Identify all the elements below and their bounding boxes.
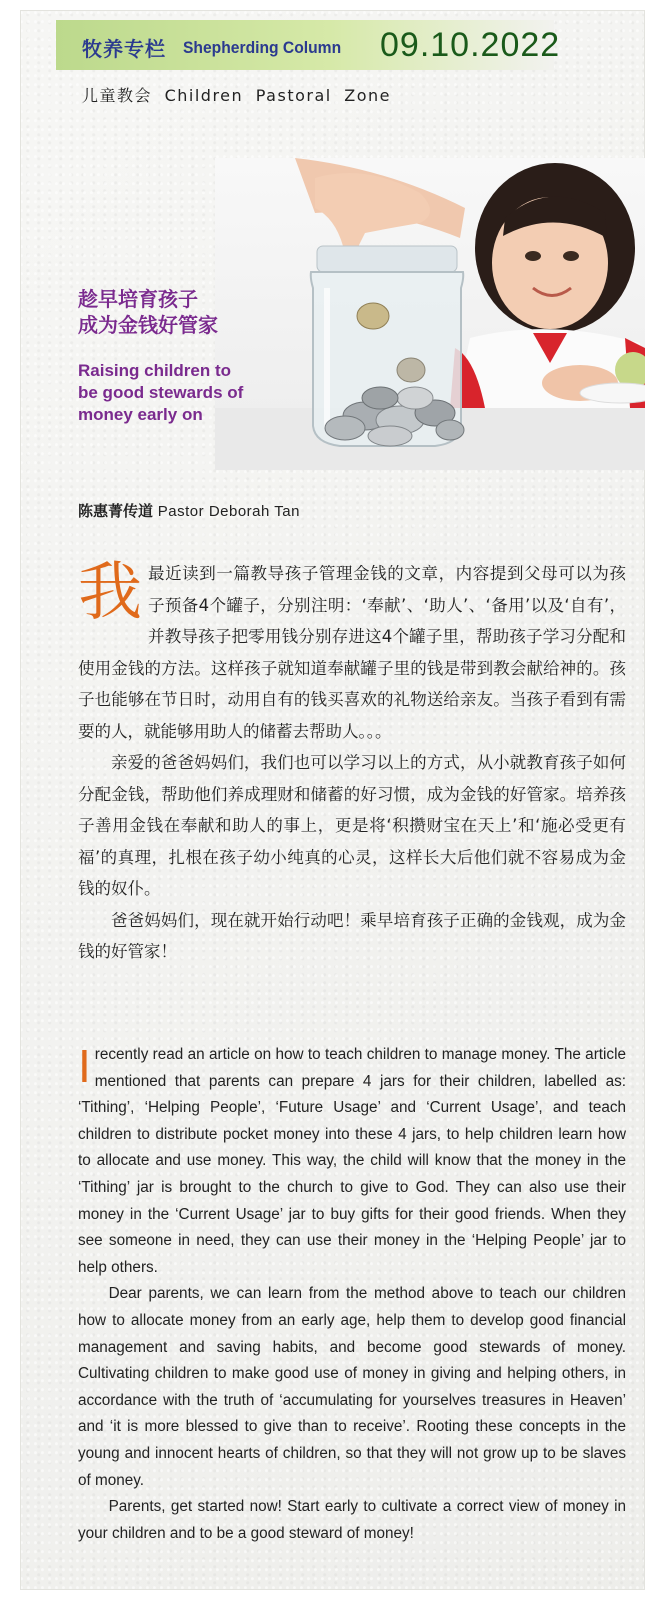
article-body-cn	[78, 558, 626, 968]
author-name-en: Pastor Deborah Tan	[157, 503, 300, 520]
paragraph: Parents, get started now! Start early to cultivate a correct view of money in your children and to be a good steward of money!	[78, 1498, 626, 1542]
hero-photo	[215, 158, 645, 470]
drop-cap: I	[78, 1040, 91, 1092]
title-cn-line: 成为金钱好管家	[78, 313, 218, 337]
paragraph-text: 最近读到一篇教导孩子管理金钱的文章，内容提到父母可以为孩子预备4个罐子，分别注明：‘奉献’、‘助人’、‘备用’以及‘自有’，并教导孩子把零用钱分别存进这4个罐子里，帮助孩子学习分配和使用金钱的方法。这样孩子就知道奉献罐子里的钱是带到教会献给神的。孩子也能够在节日时，动用自有的钱买喜欢的礼物送给亲友。当孩子看到有需要的人，就能够用助人的储蓄去帮助人。。。	[78, 564, 626, 741]
newsletter-page	[20, 10, 645, 1590]
paragraph: 爸爸妈妈们，现在就开始行动吧！乘早培育孩子正确的金钱观，成为金钱的好管家！	[78, 910, 626, 961]
paragraph: 亲爱的爸爸妈妈们，我们也可以学习以上的方式，从小就教育孩子如何分配金钱，帮助他们养成理财和储蓄的好习惯，成为金钱的好管家。培养孩子善用金钱在奉献和助人的事上，更是将‘积攒财宝在天上’和‘施必受更有福’的真理，扎根在孩子幼小纯真的心灵，这样长大后他们就不容易成为金钱的奴仆。	[78, 753, 626, 898]
issue-date: 09.10.2022	[380, 26, 561, 64]
paragraph-text: recently read an article on how to teach children to manage money. The article mentioned that parents can prepare 4 jars for their children, labelled as: ‘Tithing’, ‘Helping People’, ‘Future Usage’ and ‘Current Usage’, and teach children to distribute pocket money into these 4 jars, to help children learn how to allocate and use money. This way, the child will know that the money in the ‘Tithing’ jar is brought to the church to give to God. They can also use their money in the ‘Current Usage’ jar to buy gifts for their good friends. When they see someone in need, they can use their money in the ‘Helping People’ jar to help others.	[78, 1046, 626, 1276]
title-en-line: Raising children to	[78, 361, 232, 380]
author-name-cn: 陈惠菁传道	[78, 502, 154, 520]
article-title-en	[78, 360, 243, 426]
paragraph	[78, 1042, 626, 1281]
zone-subtitle: 儿童教会 Children Pastoral Zone	[82, 86, 392, 105]
title-en-line: be good stewards of	[78, 383, 244, 402]
title-cn-line: 趁早培育孩子	[78, 287, 198, 311]
author-byline	[78, 500, 300, 521]
article-title-cn	[78, 286, 218, 338]
paragraph	[78, 558, 626, 747]
title-en-line: money early on	[78, 405, 203, 424]
column-title-cn: 牧养专栏	[82, 37, 166, 61]
drop-cap: 我	[78, 556, 142, 630]
column-title-en: Shepherding Column	[183, 38, 342, 57]
article-body-en	[78, 1042, 626, 1547]
paragraph: Dear parents, we can learn from the method above to teach our children how to allocate money from an early age, help them to develop good financial management and saving habits, and become good stewards of money. Cultivating children to make good use of money in giving and helping others, in accordance with the truth of ‘accumulating for yourselves treasures in Heaven’ and ‘it is more blessed to give than to receive’. Rooting these concepts in the young and innocent hearts of children, so that they will not grow up to be slaves of money.	[78, 1285, 626, 1489]
